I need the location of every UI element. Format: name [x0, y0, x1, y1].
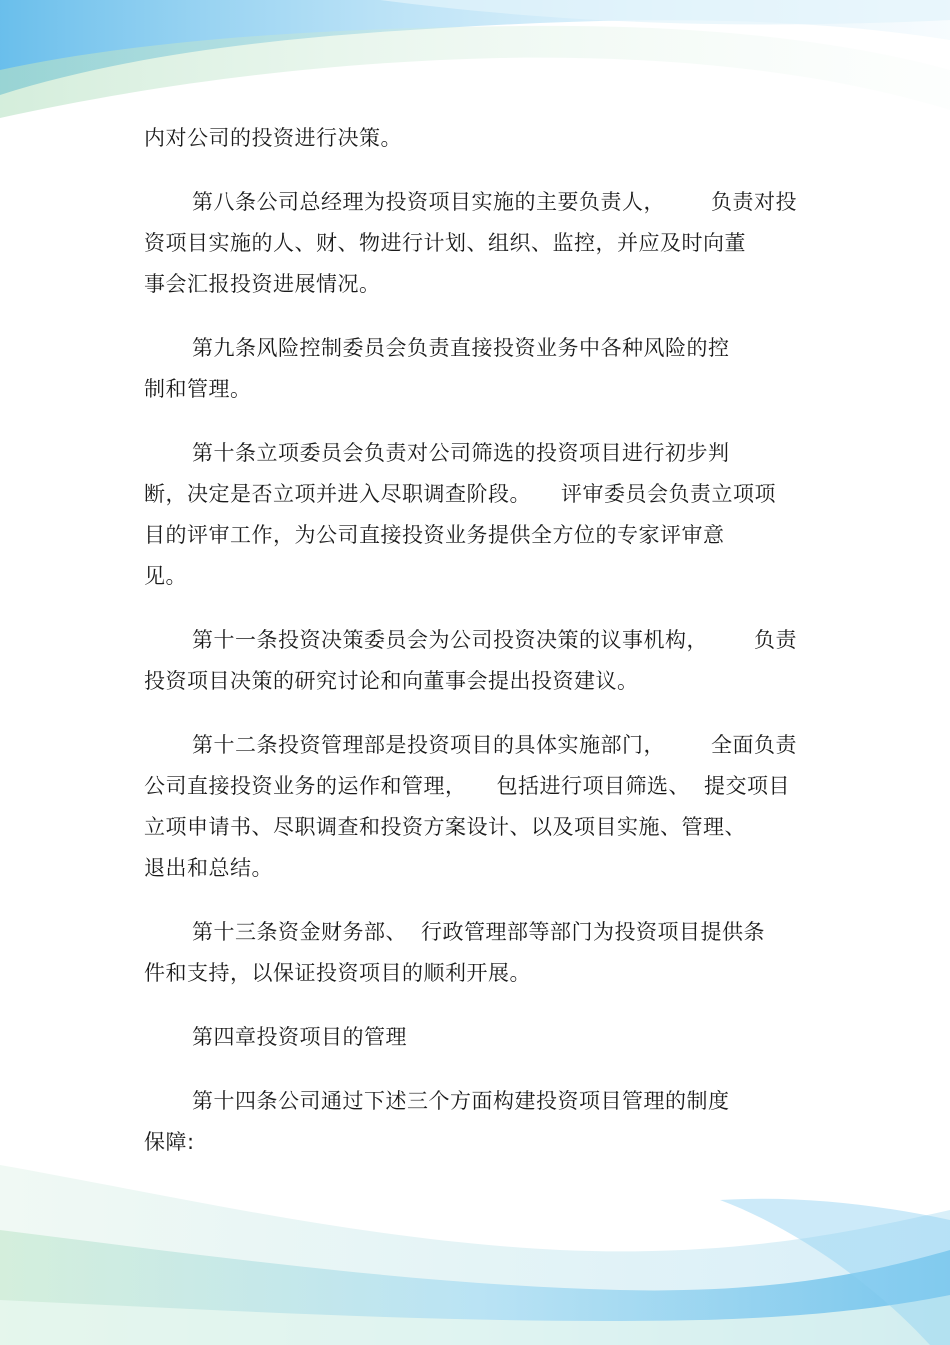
article-14: [144, 1081, 814, 1163]
text-line: 保障:: [144, 1130, 195, 1154]
text-line: 第九条风险控制委员会负责直接投资业务中各种风险的控: [192, 336, 730, 360]
paragraph-continuation: [144, 118, 814, 159]
text-line: 投资项目决策的研究讨论和向董事会提出投资建议。: [144, 669, 639, 693]
article-8: [144, 182, 814, 305]
text-line: 件和支持，以保证投资项目的顺利开展。: [144, 961, 531, 985]
text-line: 第十四条公司通过下述三个方面构建投资项目管理的制度: [192, 1089, 730, 1113]
article-13: [144, 912, 814, 994]
text-line: 立项申请书、尽职调查和投资方案设计、以及项目实施、管理、: [144, 815, 746, 839]
article-9: [144, 328, 814, 410]
text-line: 第十条立项委员会负责对公司筛选的投资项目进行初步判: [192, 441, 730, 465]
chapter-heading: 第四章投资项目的管理: [192, 1025, 407, 1049]
article-11: [144, 620, 814, 702]
article-10: [144, 433, 814, 597]
text-line: 目的评审工作，为公司直接投资业务提供全方位的专家评审意: [144, 523, 725, 547]
text-line: 公司直接投资业务的运作和管理， 包括进行项目筛选、 提交项目: [144, 774, 790, 798]
article-12: [144, 725, 814, 889]
text-line: 制和管理。: [144, 377, 252, 401]
text-line: 内对公司的投资进行决策。: [144, 126, 402, 150]
text-line: 第十二条投资管理部是投资项目的具体实施部门， 全面负责: [192, 733, 797, 757]
text-line: 第十一条投资决策委员会为公司投资决策的议事机构， 负责: [192, 628, 797, 652]
text-line: 资项目实施的人、财、物进行计划、组织、监控，并应及时向董: [144, 231, 746, 255]
text-line: 第八条公司总经理为投资项目实施的主要负责人， 负责对投: [192, 190, 797, 214]
text-line: 退出和总结。: [144, 856, 273, 880]
text-line: 事会汇报投资进展情况。: [144, 272, 381, 296]
text-line: 见。: [144, 564, 187, 588]
text-line: 第十三条资金财务部、 行政管理部等部门为投资项目提供条: [192, 920, 765, 944]
text-line: 断，决定是否立项并进入尽职调查阶段。 评审委员会负责立项项: [144, 482, 776, 506]
document-body: [144, 118, 814, 1186]
